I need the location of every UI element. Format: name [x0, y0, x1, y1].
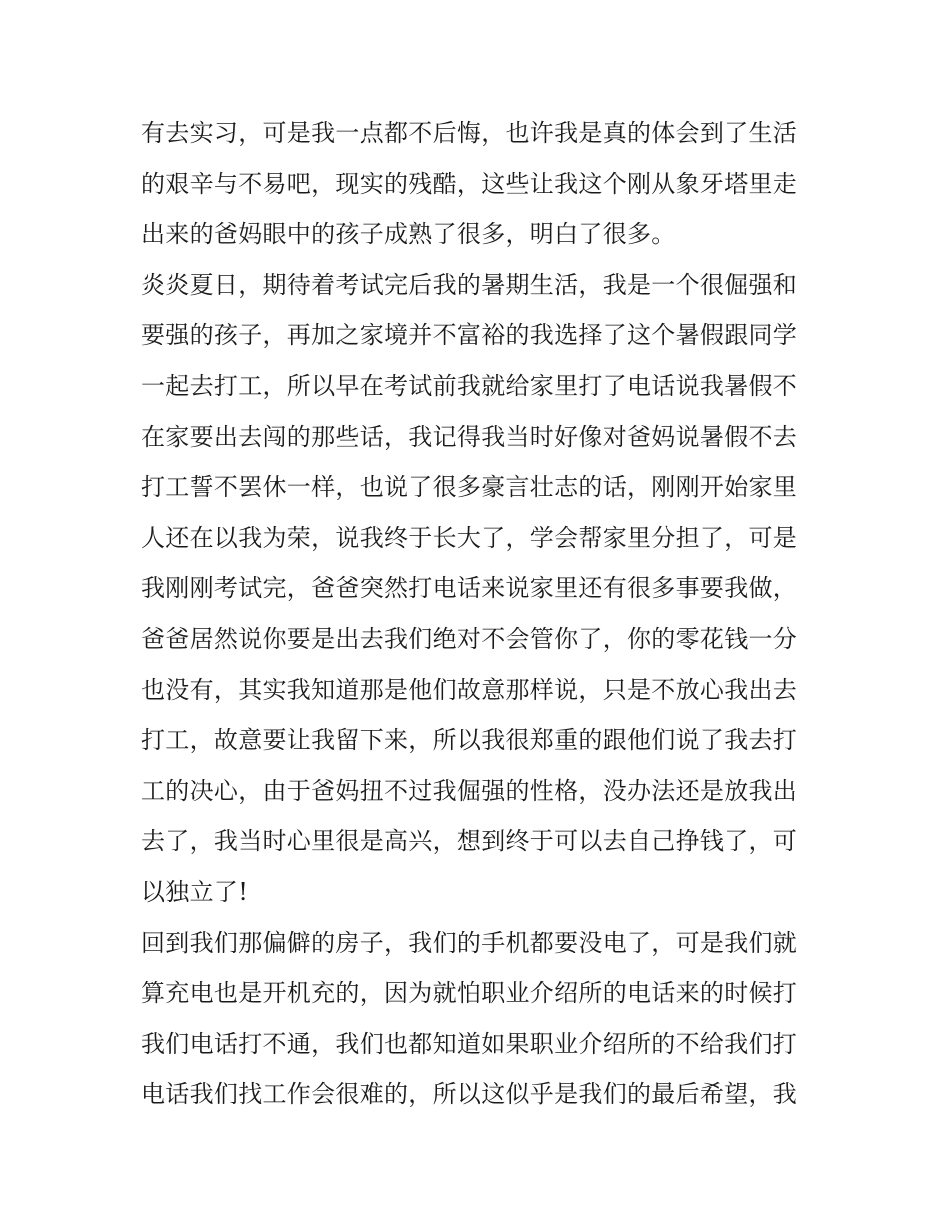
document-body [141, 108, 813, 1120]
text-line: 工的决心，由于爸妈扭不过我倔强的性格，没办法还是放我出 [141, 776, 798, 805]
text-line: 人还在以我为荣，说我终于长大了，学会帮家里分担了，可是 [141, 523, 798, 552]
text-line: 算充电也是开机充的，因为就怕职业介绍所的电话来的时候打 [141, 979, 798, 1008]
text-line: 一起去打工，所以早在考试前我就给家里打了电话说我暑假不 [141, 371, 798, 400]
text-line: 打工，故意要让我留下来，所以我很郑重的跟他们说了我去打 [141, 726, 798, 755]
text-line: 电话我们找工作会很难的，所以这似乎是我们的最后希望，我 [141, 1080, 798, 1109]
text-line: 打工誓不罢休一样，也说了很多豪言壮志的话，刚刚开始家里 [141, 473, 798, 502]
text-line: 的艰辛与不易吧，现实的残酷，这些让我这个刚从象牙塔里走 [141, 169, 798, 198]
text-line: 炎炎夏日，期待着考试完后我的暑期生活，我是一个很倔强和 [141, 270, 798, 299]
text-line: 我刚刚考试完，爸爸突然打电话来说家里还有很多事要我做， [141, 574, 798, 603]
text-line: 我们电话打不通，我们也都知道如果职业介绍所的不给我们打 [141, 1029, 798, 1058]
text-line: 出来的爸妈眼中的孩子成熟了很多，明白了很多。 [141, 220, 676, 249]
text-line: 爸爸居然说你要是出去我们绝对不会管你了，你的零花钱一分 [141, 624, 798, 653]
text-line: 回到我们那偏僻的房子，我们的手机都要没电了，可是我们就 [141, 928, 798, 957]
text-line: 在家要出去闯的那些话，我记得我当时好像对爸妈说暑假不去 [141, 422, 798, 451]
text-line: 也没有，其实我知道那是他们故意那样说，只是不放心我出去 [141, 675, 798, 704]
text-line: 以独立了! [141, 877, 249, 906]
text-line: 去了，我当时心里很是高兴，想到终于可以去自己挣钱了，可 [141, 827, 798, 856]
text-line: 有去实习，可是我一点都不后悔，也许我是真的体会到了生活 [141, 119, 798, 147]
text-line: 要强的孩子，再加之家境并不富裕的我选择了这个暑假跟同学 [141, 321, 798, 350]
